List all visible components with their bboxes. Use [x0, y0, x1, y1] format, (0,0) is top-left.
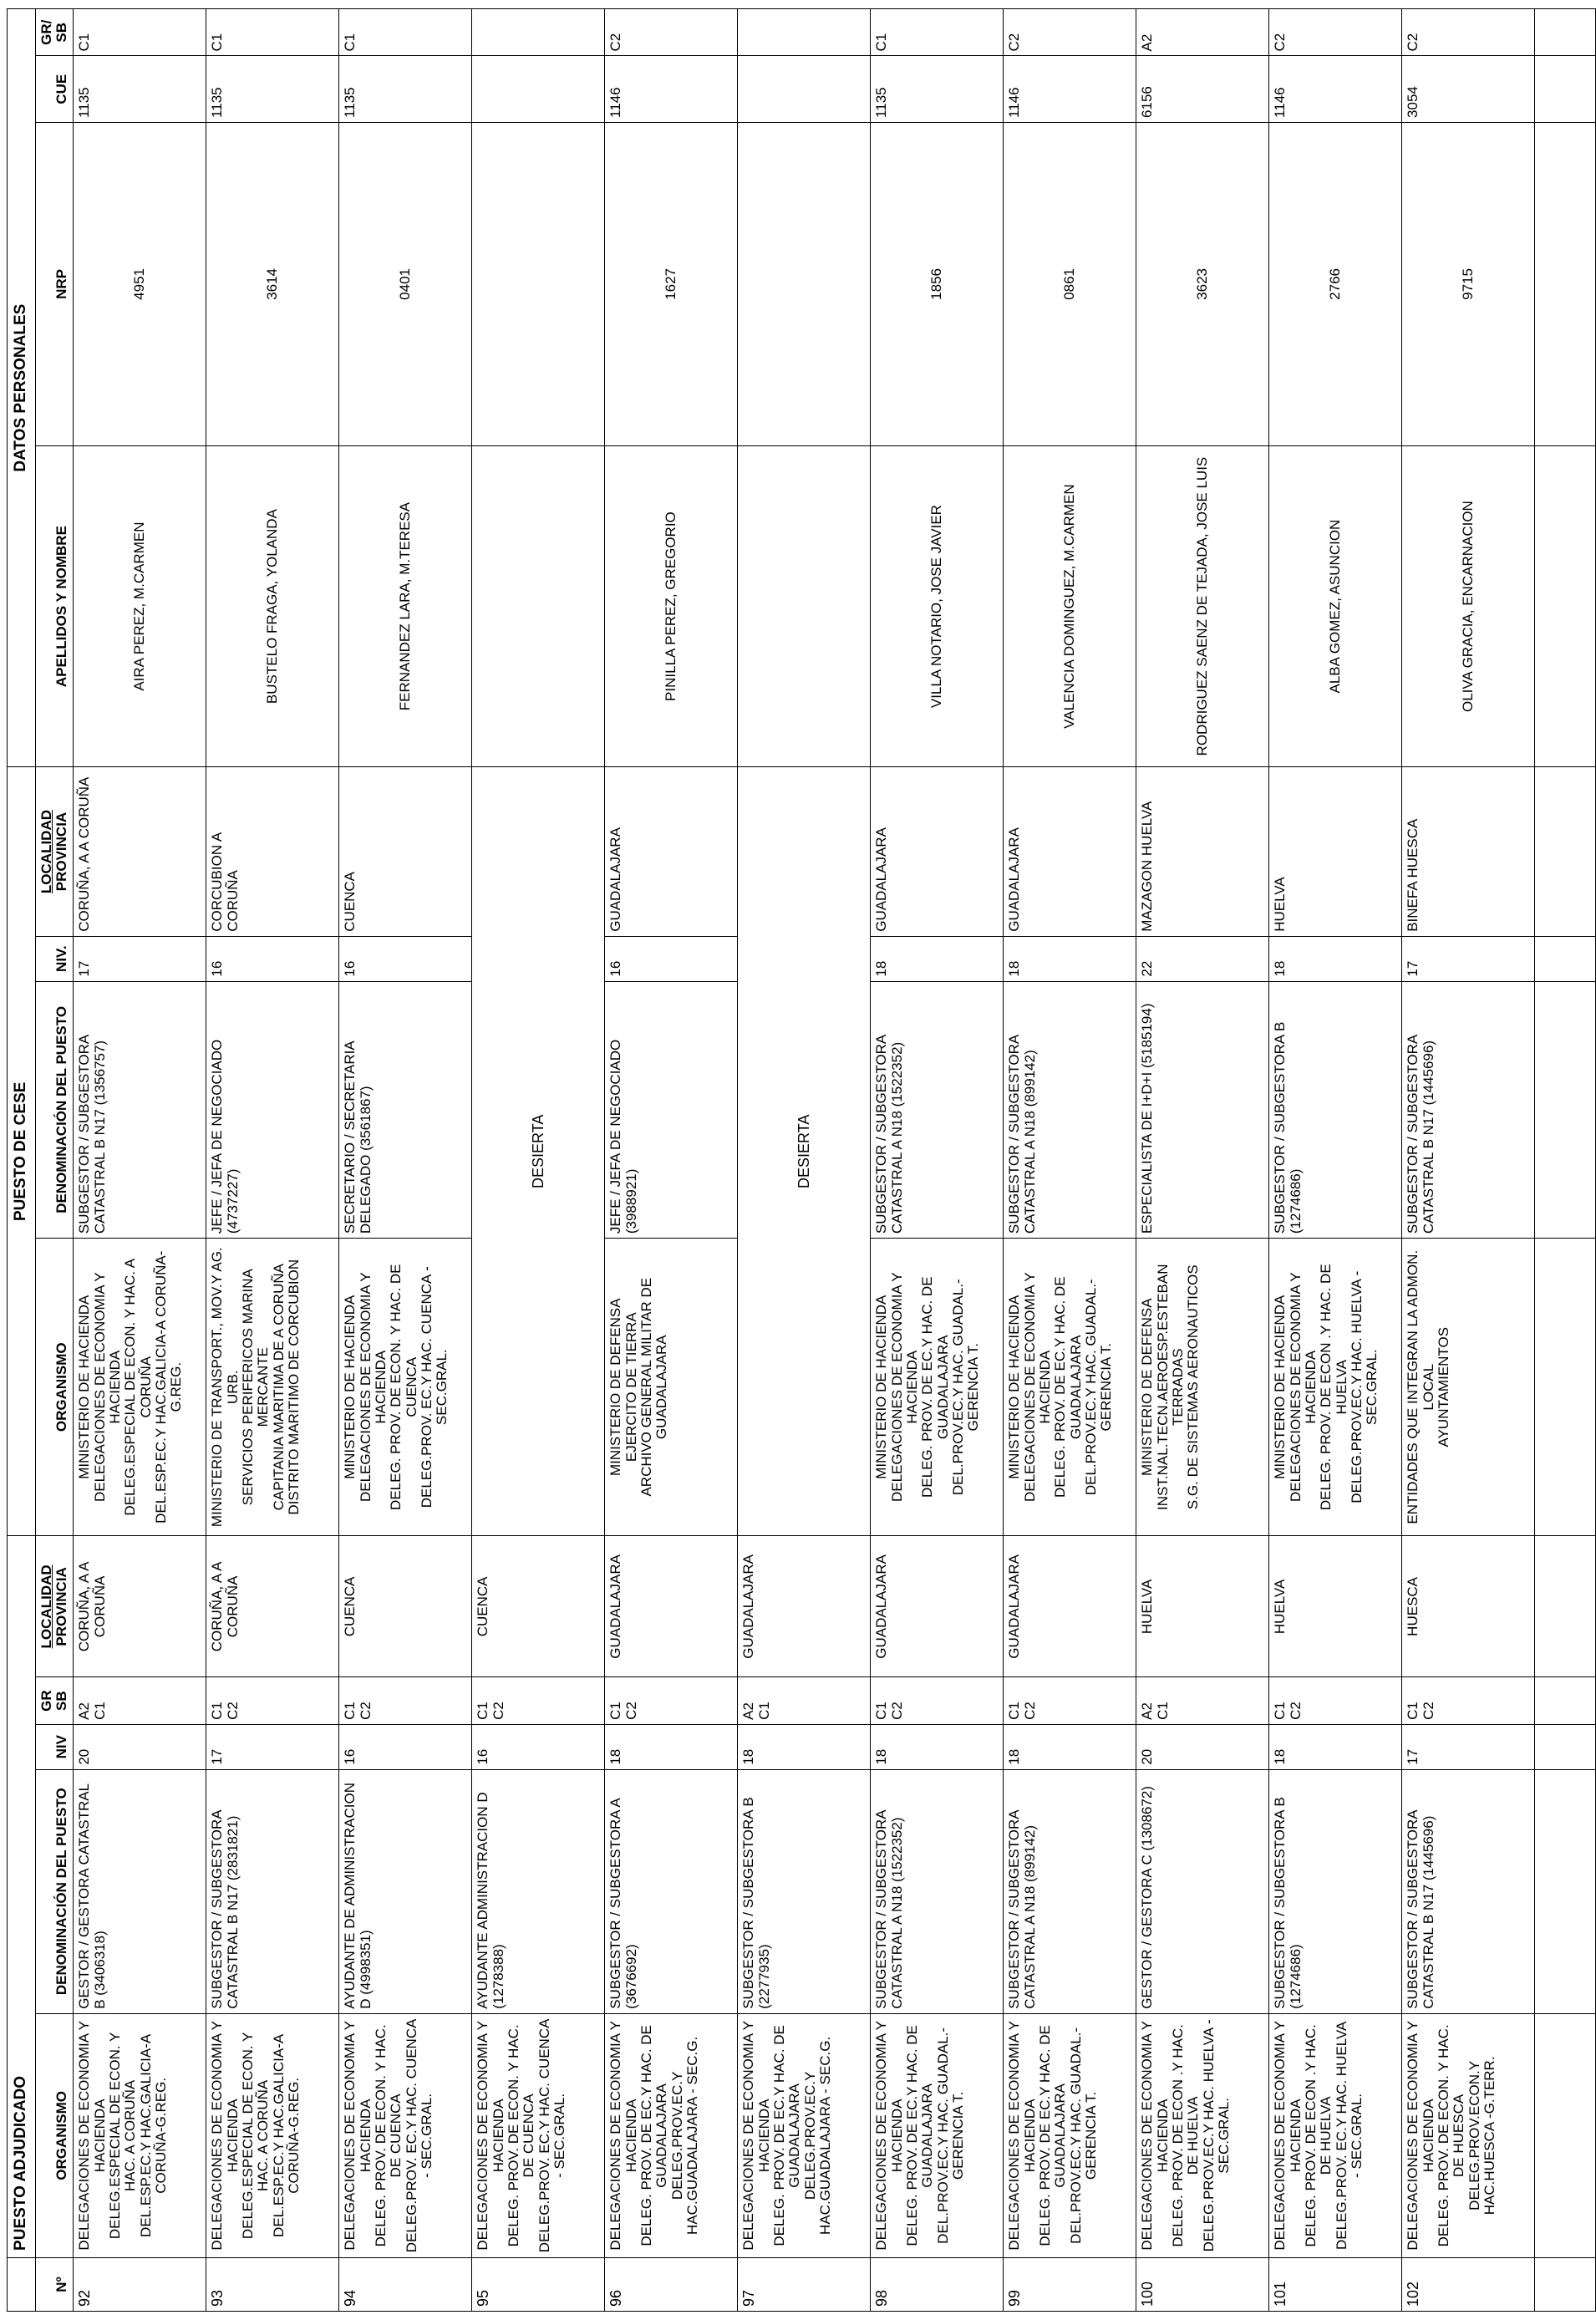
cue-cell: 1135: [74, 56, 206, 122]
organismo-cell-line: DELEGACIONES DE ECONOMIA Y HACIENDA: [1006, 2021, 1038, 2251]
nrp-cell: 1856: [871, 122, 1004, 445]
gr-sb-cell: C1 C2: [1004, 1677, 1136, 1724]
cue-cell: [472, 56, 605, 122]
organismo-cell: [206, 2013, 339, 2257]
header-denominacion: DENOMINACIÓN DEL PUESTO: [35, 1769, 74, 2013]
organismo-cell-line: DELEG. PROV. DE ECON. Y HAC. DE CUENCA: [505, 2024, 537, 2247]
apellidos-cell: [472, 445, 605, 766]
organismo-cese-cell-line: ARCHIVO GENERAL MILITAR DE GUADALAJARA: [638, 1277, 670, 1497]
organismo-cell-line: DELEGACIONES DE ECONOMIA Y HACIENDA: [1139, 2021, 1171, 2251]
header-niv: NIV: [35, 1724, 74, 1769]
gr-sb-2-cell: C2: [1004, 9, 1136, 57]
organismo-cell-line: DELEGACIONES DE ECONOMIA Y HACIENDA: [76, 2021, 108, 2251]
header-localidad-cese-label: LOCALIDAD: [38, 809, 54, 894]
organismo-cese-cell: [74, 1239, 206, 1536]
gr-sb-2-cell: [472, 9, 605, 57]
gr-sb-cell: C1 C2: [472, 1677, 605, 1724]
organismo-cell-line: DELEGACIONES DE ECONOMIA Y HACIENDA: [607, 2021, 639, 2251]
header-niv-cese: NIV.: [35, 936, 74, 981]
organismo-cell-line: DELEG. PROV. DE ECON. Y HAC. DE HUESCA: [1435, 2024, 1467, 2247]
niv-cese-cell: 22: [1136, 936, 1269, 981]
apellidos-cell: AIRA PEREZ, M.CARMEN: [74, 445, 206, 766]
organismo-cese-cell-line: DEL.PROV.EC.Y HAC. GUADAL.- GERENCIA T.: [950, 1279, 982, 1496]
header-organismo-cese: ORGANISMO: [35, 1239, 74, 1536]
table-row: [74, 9, 206, 2312]
header-gr-sb-2: GR/ SB: [35, 9, 74, 57]
organismo-cese-cell-line: DELEG. PROV. DE EC.Y HAC. DE GUADALAJARA: [919, 1276, 951, 1498]
organismo-cese-cell-line: MINISTERIO DE DEFENSA: [607, 1298, 624, 1476]
header-provincia-cese-label: PROVINCIA: [53, 811, 69, 892]
denominacion-cese-cell: SECRETARIO / SECRETARIA DELEGADO (3561867): [339, 981, 472, 1239]
organismo-cell-line: DELEG. PROV. DE EC.Y HAC. DE GUADALAJARA: [638, 2025, 670, 2246]
niv-cese-cell: 18: [1269, 936, 1402, 981]
organismo-cese-cell-line: DELEGACIONES DE ECONOMIA Y HACIENDA: [1021, 1272, 1053, 1503]
empty-cell: [1535, 9, 1596, 57]
gr-sb-cell: C1 C2: [605, 1677, 738, 1724]
localidad-cell: GUADALAJARA: [1004, 1536, 1136, 1677]
denominacion-cese-cell: SUBGESTOR / SUBGESTORA CATASTRAL B N17 (1445696): [1402, 981, 1535, 1239]
organismo-cese-cell-line: SERVICIOS PERIFERICOS MARINA MERCANTE: [239, 1269, 272, 1506]
apellidos-cell: PINILLA PEREZ, GREGORIO: [605, 445, 738, 766]
localidad-cese-cell: CORCUBION A CORUÑA: [206, 767, 339, 937]
organismo-cese-cell-line: DELEG. PROV. DE ECON. Y HAC. DE CUENCA: [388, 1264, 419, 1510]
localidad-cell: GUADALAJARA: [738, 1536, 871, 1677]
gr-sb-2-cell: [738, 9, 871, 57]
localidad-cese-cell: MAZAGON HUELVA: [1136, 767, 1269, 937]
denominacion-cell: SUBGESTOR / SUBGESTORA B (1274686): [1269, 1769, 1402, 2013]
gr-sb-2-cell: C1: [74, 9, 206, 57]
organismo-cell-line: DELEGACIONES DE ECONOMIA Y HACIENDA: [209, 2021, 241, 2251]
organismo-cell-line: DELEG. PROV. DE ECON .Y HAC. DE HUELVA: [1169, 2024, 1202, 2247]
organismo-cell-line: DEL.ESP.EC.Y HAC.GALICIA-A CORUÑA-G.REG.: [137, 2033, 170, 2237]
localidad-cell: GUADALAJARA: [605, 1536, 738, 1677]
niv-cese-cell: 16: [339, 936, 472, 981]
organismo-cell-line: DELEG. PROV. DE EC.Y HAC. DE GUADALAJARA: [903, 2025, 936, 2246]
localidad-cell: HUELVA: [1136, 1536, 1269, 1677]
header-empty: [8, 2257, 36, 2311]
empty-cell: [1535, 1677, 1596, 1724]
table-row: [1269, 9, 1402, 2312]
nrp-cell: 0401: [339, 122, 472, 445]
organismo-cese-cell-line: DELEG.PROV.EC.Y HAC. HUELVA - SEC.GRAL.: [1349, 1270, 1380, 1503]
organismo-cese-cell-line: DEL.PROV.EC.Y HAC. GUADAL.- GERENCIA T.: [1083, 1279, 1115, 1496]
gr-sb-cell: C1 C2: [339, 1677, 472, 1724]
resolution-table: [7, 8, 1596, 2312]
organismo-cese-cell: [1004, 1239, 1136, 1536]
localidad-cell: CUENCA: [472, 1536, 605, 1677]
organismo-cell-line: DELEG.PROV. EC.Y HAC. CUENCA - SEC.GRAL.: [403, 2018, 435, 2253]
cue-cell: 1135: [339, 56, 472, 122]
gr-sb-cell: C1 C2: [1402, 1677, 1535, 1724]
organismo-cell-line: DELEGACIONES DE ECONOMIA Y HACIENDA: [342, 2021, 374, 2251]
denominacion-cell: SUBGESTOR / SUBGESTORA CATASTRAL B N17 (1445696): [1402, 1769, 1535, 2013]
nrp-cell: [472, 122, 605, 445]
denominacion-cell: SUBGESTOR / SUBGESTORA CATASTRAL B N17 (2831821): [206, 1769, 339, 2013]
organismo-cese-cell: [871, 1239, 1004, 1536]
organismo-cell-line: DELEG.ESPECIAL DE ECON. Y HAC. A CORUÑA: [239, 2032, 272, 2240]
row-number: 100: [1136, 2257, 1269, 2311]
organismo-cese-cell: [1136, 1239, 1269, 1536]
organismo-cell-line: DELEGACIONES DE ECONOMIA Y HACIENDA: [1272, 2021, 1304, 2251]
row-number: 99: [1004, 2257, 1136, 2311]
localidad-cese-cell: GUADALAJARA: [605, 767, 738, 937]
header-denominacion-cese: DENOMINACIÓN DEL PUESTO: [35, 981, 74, 1239]
nrp-cell: 0861: [1004, 122, 1136, 445]
apellidos-cell: FERNANDEZ LARA, M.TERESA: [339, 445, 472, 766]
row-number: 94: [339, 2257, 472, 2311]
niv-cell: 17: [206, 1724, 339, 1769]
organismo-cell: [1402, 2013, 1535, 2257]
localidad-cell: CORUÑA, A A CORUÑA: [74, 1536, 206, 1677]
organismo-cese-cell-line: INST.NAL.TECN.AEROESP.ESTEBAN TERRADAS: [1154, 1264, 1186, 1510]
organismo-cese-cell-line: DELEG. PROV. DE EC.Y HAC. DE GUADALAJARA: [1052, 1276, 1084, 1498]
table-body: [74, 9, 1596, 2312]
row-number: 98: [871, 2257, 1004, 2311]
row-number: 96: [605, 2257, 738, 2311]
organismo-cese-cell-line: ENTIDADES QUE INTEGRAN LA ADMON. LOCAL: [1405, 1249, 1436, 1524]
cue-cell: 1135: [206, 56, 339, 122]
header-provincia-label: PROVINCIA: [53, 1567, 69, 1646]
localidad-cese-cell: GUADALAJARA: [1004, 767, 1136, 937]
localidad-cese-cell: CUENCA: [339, 767, 472, 937]
header-localidad-cese: [35, 767, 74, 937]
gr-sb-cell: C1 C2: [1269, 1677, 1402, 1724]
gr-sb-cell: A2 C1: [738, 1677, 871, 1724]
organismo-cell: [472, 2013, 605, 2257]
organismo-cese-cell-line: AYUNTAMIENTOS: [1435, 1326, 1451, 1447]
row-number: 97: [738, 2257, 871, 2311]
table-row: [206, 9, 339, 2312]
apellidos-cell: RODRIGUEZ SAENZ DE TEJADA, JOSE LUIS: [1136, 445, 1269, 766]
empty-row: [1535, 9, 1596, 2312]
organismo-cell-line: DELEGACIONES DE ECONOMIA Y HACIENDA: [740, 2021, 772, 2251]
denominacion-cell: SUBGESTOR / SUBGESTORA B (2277935): [738, 1769, 871, 2013]
desierta-cell: DESIERTA: [738, 767, 871, 1536]
localidad-cell: GUADALAJARA: [871, 1536, 1004, 1677]
organismo-cell-line: DELEGACIONES DE ECONOMIA Y HACIENDA: [1405, 2021, 1436, 2251]
organismo-cell-line: DELEG.PROV.ECON.Y HAC.HUESCA -G.TERR.: [1466, 2056, 1498, 2216]
table-row: [1402, 9, 1535, 2312]
organismo-cell: [738, 2013, 871, 2257]
organismo-cese-cell-line: CAPITANIA MARITIMA DE A CORUÑA: [270, 1264, 287, 1511]
organismo-cese-cell-line: MINISTERIO DE HACIENDA: [342, 1295, 358, 1479]
organismo-cell-line: DELEG.PROV.EC.Y HAC.GUADALAJARA - SEC.G.: [668, 2036, 701, 2235]
row-number: 92: [74, 2257, 206, 2311]
niv-cese-cell: 17: [1402, 936, 1535, 981]
header-datos-personales: DATOS PERSONALES: [8, 9, 36, 767]
nrp-cell: 9715: [1402, 122, 1535, 445]
header-nrp: NRP: [35, 122, 74, 445]
organismo-cese-cell-line: DELEGACIONES DE ECONOMIA Y HACIENDA: [888, 1272, 920, 1503]
organismo-cese-cell-line: MINISTERIO DE DEFENSA: [1139, 1298, 1156, 1476]
organismo-cell: [74, 2013, 206, 2257]
organismo-cese-cell: [1269, 1239, 1402, 1536]
row-number: 101: [1269, 2257, 1402, 2311]
gr-sb-2-cell: C1: [871, 9, 1004, 57]
organismo-cell-line: DELEG.PROV. EC.Y HAC. HUELVA - SEC.GRAL.: [1333, 2021, 1365, 2251]
organismo-cell-line: DEL.ESP.EC.Y HAC.GALICIA-A CORUÑA-G.REG.: [270, 2033, 302, 2237]
gr-sb-2-cell: A2: [1136, 9, 1269, 57]
empty-cell: [1535, 122, 1596, 445]
nrp-cell: 3614: [206, 122, 339, 445]
table-row: [339, 9, 472, 2312]
organismo-cese-cell-line: DEL.ESP.EC.Y HAC.GALICIA-A CORUÑA-G.REG.: [153, 1250, 185, 1524]
denominacion-cese-cell: ESPECIALISTA DE I+D+I (5185194): [1136, 981, 1269, 1239]
row-number: 95: [472, 2257, 605, 2311]
gr-sb-2-cell: C1: [206, 9, 339, 57]
organismo-cese-cell-line: DELEG. PROV. DE ECON .Y HAC. DE HUELVA: [1318, 1264, 1349, 1511]
niv-cell: 18: [1004, 1724, 1136, 1769]
apellidos-cell: OLIVA GRACIA, ENCARNACION: [1402, 445, 1535, 766]
localidad-cese-cell: HUELVA: [1269, 767, 1402, 937]
denominacion-cese-cell: SUBGESTOR / SUBGESTORA CATASTRAL A N18 (899142): [1004, 981, 1136, 1239]
organismo-cell-line: DELEG.ESPECIAL DE ECON. Y HAC. A CORUÑA: [106, 2032, 139, 2240]
row-number: 93: [206, 2257, 339, 2311]
row-number: 102: [1402, 2257, 1535, 2311]
empty-cell: [1535, 1536, 1596, 1677]
cue-cell: 1146: [1269, 56, 1402, 122]
organismo-cese-cell-line: EJERCITO DE TIERRA: [623, 1312, 639, 1463]
organismo-cese-cell: [339, 1239, 472, 1536]
localidad-cese-cell: CORUÑA, A A CORUÑA: [74, 767, 206, 937]
organismo-cese-cell-line: DELEGACIONES DE ECONOMIA Y HACIENDA: [91, 1272, 123, 1503]
denominacion-cell: SUBGESTOR / SUBGESTORA CATASTRAL A N18 (899142): [1004, 1769, 1136, 2013]
table-row: [605, 9, 738, 2312]
localidad-cese-cell: BINEFA HUESCA: [1402, 767, 1535, 937]
table-row: [871, 9, 1004, 2312]
organismo-cell: [1136, 2013, 1269, 2257]
denominacion-cese-cell: JEFE / JEFA DE NEGOCIADO (3988921): [605, 981, 738, 1239]
apellidos-cell: ALBA GOMEZ, ASUNCION: [1269, 445, 1402, 766]
gr-sb-2-cell: C2: [605, 9, 738, 57]
denominacion-cell: GESTOR / GESTORA CATASTRAL B (3406318): [74, 1769, 206, 2013]
header-gr-sb: GR SB: [35, 1677, 74, 1724]
organismo-cell-line: DELEG. PROV. DE EC.Y HAC. DE GUADALAJARA: [770, 2025, 803, 2246]
localidad-cell: CORUÑA, A A CORUÑA: [206, 1536, 339, 1677]
header-cue: CUE: [35, 56, 74, 122]
empty-cell: [1535, 2013, 1596, 2257]
niv-cell: 18: [605, 1724, 738, 1769]
organismo-cese-cell-line: S.G. DE SISTEMAS AERONAUTICOS: [1185, 1264, 1202, 1510]
header-apellidos: APELLIDOS Y NOMBRE: [35, 445, 74, 766]
desierta-cell: DESIERTA: [472, 767, 605, 1536]
cue-cell: [738, 56, 871, 122]
organismo-cese-cell-line: DISTRITO MARITIMO DE CORCUBION: [286, 1259, 302, 1515]
localidad-cell: HUESCA: [1402, 1536, 1535, 1677]
organismo-cese-cell-line: MINISTERIO DE HACIENDA: [873, 1295, 890, 1479]
header-localidad-label: LOCALIDAD: [38, 1564, 54, 1649]
localidad-cese-cell: GUADALAJARA: [871, 767, 1004, 937]
organismo-cese-cell-line: MINISTERIO DE TRANSPORT., MOV.Y AG. URB.: [209, 1247, 241, 1528]
empty-cell: [1535, 936, 1596, 981]
denominacion-cell: AYUDANTE ADMINISTRACION D (1278388): [472, 1769, 605, 2013]
organismo-cell: [871, 2013, 1004, 2257]
gr-sb-2-cell: C1: [339, 9, 472, 57]
apellidos-cell: VILLA NOTARIO, JOSE JAVIER: [871, 445, 1004, 766]
niv-cell: 18: [738, 1724, 871, 1769]
organismo-cese-cell: [206, 1239, 339, 1536]
denominacion-cell: AYUDANTE DE ADMINISTRACION D (4998351): [339, 1769, 472, 2013]
organismo-cese-cell-line: DELEGACIONES DE ECONOMIA Y HACIENDA: [1287, 1272, 1319, 1503]
niv-cell: 18: [871, 1724, 1004, 1769]
apellidos-cell: BUSTELO FRAGA, YOLANDA: [206, 445, 339, 766]
empty-cell: [1535, 1724, 1596, 1769]
organismo-cell-line: DELEG. PROV. DE ECON. Y HAC. DE CUENCA: [372, 2024, 404, 2247]
empty-cell: [1535, 1239, 1596, 1536]
table-row: [472, 9, 605, 2312]
localidad-cell: HUELVA: [1269, 1536, 1402, 1677]
niv-cell: 17: [1402, 1724, 1535, 1769]
gr-sb-2-cell: C2: [1269, 9, 1402, 57]
empty-cell: [1535, 2257, 1596, 2311]
organismo-cell-line: DELEG.PROV.EC.Y HAC. HUELVA - SEC.GRAL.: [1200, 2019, 1233, 2252]
cue-cell: 1135: [871, 56, 1004, 122]
organismo-cell-line: DEL.PROV.EC.Y HAC. GUADAL.- GERENCIA T.: [1067, 2027, 1100, 2244]
organismo-cese-cell: [1402, 1239, 1535, 1536]
organismo-cell-line: DEL.PROV.EC.Y HAC. GUADAL.- GERENCIA T.: [934, 2027, 967, 2244]
gr-sb-cell: C1 C2: [871, 1677, 1004, 1724]
denominacion-cese-cell: JEFE / JEFA DE NEGOCIADO (4737227): [206, 981, 339, 1239]
organismo-cell: [1269, 2013, 1402, 2257]
organismo-cell-line: DELEGACIONES DE ECONOMIA Y HACIENDA: [873, 2021, 905, 2251]
niv-cese-cell: 17: [74, 936, 206, 981]
nrp-cell: 4951: [74, 122, 206, 445]
cue-cell: 1146: [1004, 56, 1136, 122]
gr-sb-2-cell: C2: [1402, 9, 1535, 57]
niv-cese-cell: 16: [605, 936, 738, 981]
niv-cese-cell: 16: [206, 936, 339, 981]
cue-cell: 1146: [605, 56, 738, 122]
header-organismo: ORGANISMO: [35, 2013, 74, 2257]
empty-cell: [1535, 1769, 1596, 2013]
header-puesto-cese: PUESTO DE CESE: [8, 767, 36, 1536]
organismo-cese-cell-line: MINISTERIO DE HACIENDA: [1006, 1295, 1023, 1479]
niv-cell: 18: [1269, 1724, 1402, 1769]
gr-sb-cell: A2 C1: [1136, 1677, 1269, 1724]
empty-cell: [1535, 981, 1596, 1239]
denominacion-cell: SUBGESTOR / SUBGESTORA A (3676692): [605, 1769, 738, 2013]
niv-cese-cell: 18: [871, 936, 1004, 981]
organismo-cell-line: DELEG. PROV. DE EC.Y HAC. DE GUADALAJARA: [1036, 2025, 1069, 2246]
denominacion-cell: SUBGESTOR / SUBGESTORA CATASTRAL A N18 (1522352): [871, 1769, 1004, 2013]
denominacion-cese-cell: SUBGESTOR / SUBGESTORA B (1274686): [1269, 981, 1402, 1239]
denominacion-cese-cell: SUBGESTOR / SUBGESTORA CATASTRAL B N17 (1356757): [74, 981, 206, 1239]
nrp-cell: [738, 122, 871, 445]
nrp-cell: 2766: [1269, 122, 1402, 445]
table-row: [1004, 9, 1136, 2312]
apellidos-cell: VALENCIA DOMINGUEZ, M.CARMEN: [1004, 445, 1136, 766]
organismo-cese-cell-line: DELEG.PROV. EC.Y HAC. CUENCA - SEC.GRAL.: [419, 1266, 450, 1509]
organismo-cell-line: DELEG.PROV. EC.Y HAC. CUENCA - SEC.GRAL.: [536, 2018, 568, 2253]
organismo-cese-cell-line: DELEG.ESPECIAL DE ECON. Y HAC. A CORUÑA: [122, 1258, 154, 1516]
organismo-cese-cell: [605, 1239, 738, 1536]
empty-cell: [1535, 767, 1596, 937]
table-row: [1136, 9, 1269, 2312]
organismo-cell: [1004, 2013, 1136, 2257]
header-num: Nº: [35, 2257, 74, 2311]
organismo-cell-line: DELEG.PROV.EC.Y HAC.GUADALAJARA - SEC.G.: [801, 2036, 834, 2235]
nrp-cell: 3623: [1136, 122, 1269, 445]
localidad-cell: CUENCA: [339, 1536, 472, 1677]
header-puesto-adjudicado: PUESTO ADJUDICADO: [8, 1536, 36, 2258]
cue-cell: 3054: [1402, 56, 1535, 122]
niv-cell: 20: [1136, 1724, 1269, 1769]
gr-sb-cell: A2 C1: [74, 1677, 206, 1724]
niv-cell: 16: [339, 1724, 472, 1769]
nrp-cell: 1627: [605, 122, 738, 445]
niv-cese-cell: 18: [1004, 936, 1136, 981]
organismo-cell-line: DELEGACIONES DE ECONOMIA Y HACIENDA: [475, 2021, 506, 2251]
organismo-cese-cell-line: MINISTERIO DE HACIENDA: [1272, 1295, 1288, 1479]
gr-sb-cell: C1 C2: [206, 1677, 339, 1724]
table-row: [738, 9, 871, 2312]
organismo-cell-line: DELEG. PROV. DE ECON .Y HAC. DE HUELVA: [1302, 2024, 1334, 2247]
organismo-cese-cell-line: DELEGACIONES DE ECONOMIA Y HACIENDA: [357, 1272, 389, 1503]
denominacion-cell: GESTOR / GESTORA C (1308672): [1136, 1769, 1269, 2013]
empty-cell: [1535, 56, 1596, 122]
header-localidad: [35, 1536, 74, 1677]
organismo-cell: [605, 2013, 738, 2257]
organismo-cese-cell-line: MINISTERIO DE HACIENDA: [76, 1295, 93, 1479]
cue-cell: 6156: [1136, 56, 1269, 122]
niv-cell: 20: [74, 1724, 206, 1769]
denominacion-cese-cell: SUBGESTOR / SUBGESTORA CATASTRAL A N18 (1522352): [871, 981, 1004, 1239]
organismo-cell: [339, 2013, 472, 2257]
niv-cell: 16: [472, 1724, 605, 1769]
empty-cell: [1535, 445, 1596, 766]
apellidos-cell: [738, 445, 871, 766]
